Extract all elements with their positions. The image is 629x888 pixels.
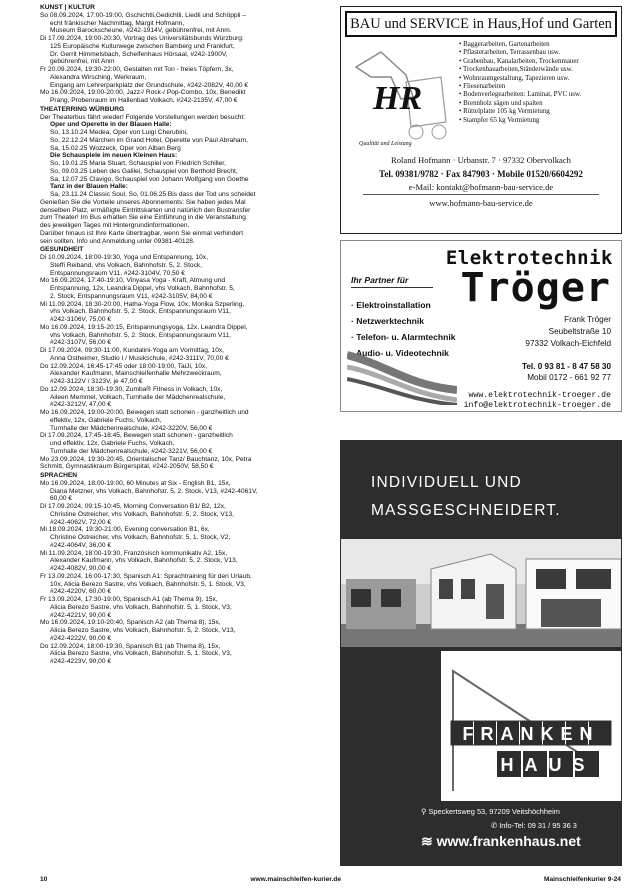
list-item: Christine Östreicher, vhs Volkach, Bahnhofstr. 5, 2. Stock, V13, xyxy=(50,510,234,518)
hofmann-logo-letters: HR xyxy=(373,80,423,117)
paragraph-line: zum Theater! Im Bus erhalten Sie eine Einführung in die Veranstaltung xyxy=(40,214,246,222)
list-item: Alicia Berezo Sastre, vhs Volkach, Bahnhofstr. 5, 2. Stock, V13, xyxy=(50,627,236,634)
frankenhaus-logo-top: FRANKEN xyxy=(462,724,600,744)
section-title-gesundheit: GESUNDHEIT xyxy=(40,246,84,254)
list-item: Entspannung, 12x, Leandra Dippel, vhs Volkach, Bahnhofstr. 5, xyxy=(50,285,235,292)
list-item: Mo 16.09.2024, 17:40-19:10, Vinyasa Yoga - Kraft, Atmung und xyxy=(40,277,226,285)
list-item: Christine Östreicher, vhs Volkach, Bahnhofstr. 5, 1. Stock, V2, xyxy=(50,534,231,541)
section-title-kunst: KUNST | KULTUR xyxy=(40,4,95,11)
troeger-brand-top: Elektrotechnik xyxy=(445,247,613,269)
list-item: Alicia Berezo Sastre, vhs Volkach, Bahnhofstr. 5, 1. Stock, V3, xyxy=(50,650,232,658)
frankenhaus-logo xyxy=(441,651,622,801)
excavator-icon xyxy=(351,47,451,151)
divider xyxy=(351,287,433,288)
frankenhaus-tel: Info-Tel: 09 31 / 95 36 3 xyxy=(499,821,577,830)
list-item: • Fliesenarbeiten xyxy=(459,83,619,91)
list-item: Mi 11.09.2024, 18:30-20:00, Hatha-Yoga Flow, 10x, Monika Szperling, xyxy=(40,300,245,308)
footer-issue: Mainschleifenkurier 9-24 xyxy=(544,876,621,883)
list-item: #242-4223V, 90,00 € xyxy=(50,658,111,665)
list-item: 125 Europäische Kulturwege zwischen Bamberg und Frankfurt, xyxy=(50,42,235,50)
list-item: #242-4221V, 90,00 € xyxy=(50,611,111,619)
hofmann-services xyxy=(459,41,619,125)
list-item: Di 17.09.2024, 19:00-20:30, Vortrag des Universitätsbunds Würzburg: xyxy=(40,35,244,42)
list-item: Mi 18.09.2024, 19:30-21:00, Evening conversation B1, 6x, xyxy=(40,526,210,534)
list-item: · Audio- u. Videotechnik xyxy=(351,345,456,361)
section-title-sprachen: SPRACHEN xyxy=(40,472,78,479)
frankenhaus-logo-bottom: HAUS xyxy=(500,755,596,775)
list-item: #242-3106V, 75,00 € xyxy=(50,316,111,323)
list-item: echt fränkischer Nachmittag, Margit Hofmann, xyxy=(50,19,185,27)
frankenhaus-tel-row xyxy=(421,819,577,833)
list-item: Mo 23.09.2024, 19:30-20:45, Orientalischer Tanz/ Bauchtanz, 10x, Petra xyxy=(40,455,252,463)
list-subheading: Oper und Operette in der Blauen Halle: xyxy=(50,121,172,129)
paragraph-line: des jeweiligen Tages mit Hintergrundinformationen. xyxy=(40,222,190,229)
list-item: Do 12.09.2024, 18:30-19:30, Zumba® Fitness in Volkach, 10x, xyxy=(40,385,223,393)
list-item: So, 09.03.25 Leben des Galilei, Schauspiel von Berthold Brecht, xyxy=(50,167,238,175)
list-item: Der Theaterbus fährt wieder! Folgende Vorstellungen werden besucht: xyxy=(40,113,246,121)
list-item: #242-3212V, 47,00 € xyxy=(50,401,111,409)
list-item: Fr 20.09.2024, 19:30-22:00, Gestalten mit Ton - freies Töpfern, 3x, xyxy=(40,66,234,73)
list-item: #242-4082V, 90,00 € xyxy=(50,565,111,572)
frankenhaus-web[interactable]: www.frankenhaus.net xyxy=(436,833,581,849)
list-item: 10x, Alicia Berezo Sastre, vhs Volkach, Bahnhofstr. 5, 1. Stock, V3, xyxy=(50,580,246,588)
cable-icon xyxy=(347,345,457,405)
hofmann-slogan: Qualität und Leistung xyxy=(359,141,412,147)
list-item: vhs Volkach, Bahnhofstr. 5, 2. Stock, Entspannungsraum V11, xyxy=(50,331,231,339)
list-item: #242-4064V, 36,00 € xyxy=(50,541,111,549)
list-item: #242-4220V, 60,00 € xyxy=(50,588,111,596)
list-item: Di 10.09.2024, 18:00-19:30, Yoga und Entspannung, 10x, xyxy=(40,254,208,261)
list-item: #242-3107V, 56,00 € xyxy=(50,339,111,347)
list-item: Steffi Reiband, vhs Volkach, Bahnhofstr. 5, 2. Stock, xyxy=(50,261,202,269)
gesundheit-list xyxy=(40,254,330,471)
hofmann-phones: Tel. 09381/9782 · Fax 847903 · Mobile 01520/6604292 xyxy=(379,169,583,179)
hofmann-contact xyxy=(341,155,621,208)
sprachen-list xyxy=(40,480,330,666)
list-item: und effektiv, 12x, Gabriele Fuchs, Volkach, xyxy=(50,440,175,447)
list-item: Alicia Berezo Sastre, vhs Volkach, Bahnhofstr. 5, 1. Stock, V3, xyxy=(50,603,232,611)
paragraph-line: sein sollten. Info und Anmeldung unter 09381-40128. xyxy=(40,237,195,245)
list-item: effektiv, 12x, Gabriele Fuchs, Volkach, xyxy=(50,416,162,424)
frankenhaus-ad xyxy=(340,440,622,866)
list-item: Dr. Gerrit Himmelsbach, Schelfenhaus Hörsaal, #242-1900V, xyxy=(50,50,228,58)
troeger-web-contact xyxy=(464,391,611,411)
list-item: Aileen Memmel, Volkach, Turnhalle der Mädchenrealschule, xyxy=(50,393,226,401)
list-item: 60,00 € xyxy=(50,495,72,503)
troeger-web[interactable]: www.elektrotechnik-troeger.de xyxy=(468,391,611,400)
hofmann-ad xyxy=(340,6,622,234)
headline-line: INDIVIDUELL UND xyxy=(371,474,522,491)
paragraph-line: Darüber hinaus ist Ihre Karte übertragbar, wenn Sie einmal verhindert xyxy=(40,229,244,237)
list-item: Mo 16.09.2024, 19:15-20:15, Entspannungsyoga, 12x, Leandra Dippel, xyxy=(40,323,248,331)
list-item: Mo 16.09.2024, 19:10-20:40, Spanisch A2 (ab Thema 8), 15x, xyxy=(40,619,221,627)
list-item: Alexandra Wirsching, Werkraum, xyxy=(50,73,147,81)
theater-list xyxy=(40,114,330,246)
list-item: Do 12.09.2024, 18:00-19:30, Spanisch B1 (ab Thema 8), 15x, xyxy=(40,642,221,650)
paragraph-line: denselben Platz, ermäßigte Eintrittskarten und natürlich den Bustransfer xyxy=(40,206,251,214)
list-item: Sa, 23.11.24 Classic Soul, So, 01.06.25 Bis dass der Tod uns scheidet xyxy=(50,191,256,198)
troeger-ad xyxy=(340,240,622,412)
hofmann-web[interactable]: www.hofmann-bau-service.de xyxy=(429,198,533,208)
list-item: Alexander Kaufmann, vhs Volkach, Bahnhofstr. 5, 2. Stock, V13, xyxy=(50,557,238,565)
hofmann-ad-title: BAU und SERVICE in Haus,Hof und Garten xyxy=(345,11,617,37)
list-item: Anna Ostheimer, Studio I / Musikschule, #242-3111V, 70,00 € xyxy=(50,354,229,362)
list-item: Di 17.09.2024, 09:15-10:45, Morning Conversation B1/ B2, 12x, xyxy=(40,503,226,510)
list-item: • Grabenbau, Kanalarbeiten, Trockenmauer xyxy=(459,58,619,66)
footer-site[interactable]: www.mainschleifen-kurier.de xyxy=(250,876,341,883)
list-item: gebührenfrei, mit Anm xyxy=(50,58,115,66)
list-item: Prang, Probenraum im Hallenbad Volkach, #242-2135V, 47,00 € xyxy=(50,97,238,104)
section-title-theater: THEATERRING WÜRBURG xyxy=(40,105,125,113)
list-item: Diana Metzner, vhs Volkach, Bahnhofstr. 5, 2. Stock, V13, #242-4061V, xyxy=(50,487,258,495)
list-item: Sa, 15.02.25 Wozzeck, Oper von Alban Berg xyxy=(50,144,181,152)
list-item: Do 12.09.2024, 16:45-17:45 oder 18:00-19:00, TaiJi, 10x, xyxy=(40,362,208,370)
list-item: · Elektroinstallation xyxy=(351,297,456,313)
location-pin-icon: ⚲ xyxy=(421,807,429,816)
list-item: Fr 13.09.2024, 17:30-19:00, Spanisch A1 (ab Thema 9), 15x, xyxy=(40,596,218,603)
wifi-icon: ≋ xyxy=(421,833,437,849)
hofmann-email[interactable]: e-Mail: kontakt@hofmann-bau-service.de xyxy=(408,182,554,192)
list-item: Alexander Kaufmann, Mainschleifenhalle Mehrzweckraum, xyxy=(50,370,222,378)
phone-icon: ✆ xyxy=(491,821,500,830)
divider xyxy=(363,194,599,195)
page-number: 10 xyxy=(40,876,48,883)
list-subheading: Tanz in der Blauen Halle: xyxy=(50,183,128,191)
list-item: • Rüttelplatte 105 kg Vermietung xyxy=(459,108,619,116)
list-item: Di 17.09.2024, 09:30-11:00, Kundalini-Yoga am Vormittag, 10x, xyxy=(40,347,225,354)
list-item: • Baggerarbeiten, Gartenarbeiten xyxy=(459,41,619,49)
frankenhaus-address-row xyxy=(421,805,577,819)
list-item: • Stampfer 65 kg Vermietung xyxy=(459,117,619,125)
list-item: vhs Volkach, Bahnhofstr. 5, 2. Stock, Entspannungsraum V11, xyxy=(50,308,231,316)
list-item: Turnhalle der Mädchenrealschule, #242-3221V, 56,00 € xyxy=(50,447,213,455)
list-item: · Netzwerktechnik xyxy=(351,313,456,329)
houses-photo xyxy=(341,539,622,647)
list-item: 2. Stock, Entspannungsraum V11, #242-3105V, 84,00 € xyxy=(50,292,213,300)
list-item: Entspannungsraum V11, #242-3104V, 70,50 € xyxy=(50,269,185,277)
frankenhaus-address: Speckertsweg 53, 97209 Veitshöchheim xyxy=(428,807,560,816)
list-item: Mi 11.09.2024, 18:00-19:30, Französisch kommunikativ A2, 15x, xyxy=(40,549,228,557)
troeger-mobil: Mobil 0172 - 661 92 77 xyxy=(527,373,611,382)
troeger-street: Seubeltstraße 10 xyxy=(548,327,611,336)
list-item: • Brennholz sägen und spalten xyxy=(459,100,619,108)
list-item: Museum Barockscheune, #242-1914V, gebührenfrei, mit Anm. xyxy=(50,27,232,35)
list-item: Mo 16.09.2024, 19:00-20:00, Jazz-/ Rock-/ Pop-Combo, 10x, Benedikt xyxy=(40,89,246,97)
paragraph-line: Genießen Sie die Vorteile unseres Abonnements: Sie haben jedes Mal xyxy=(40,198,246,206)
page-footer xyxy=(40,876,621,883)
list-item: Di 17.09.2024, 17:45-18:45, Bewegen statt schonen - ganzheitlich xyxy=(40,432,233,440)
list-item: Mo 16.09.2024, 18:00-19:00, 60 Minutes at Six - English B1, 15x, xyxy=(40,479,231,487)
list-item: #242-3122V / 3123V, je 47,00 € xyxy=(50,378,143,385)
list-item: So, 19.01.25 Maria Stuart, Schauspiel von Friedrich Schiller, xyxy=(50,160,226,167)
frankenhaus-web-row xyxy=(421,833,581,850)
list-item: #242-4222V, 90,00 € xyxy=(50,634,111,642)
troeger-email[interactable]: info@elektrotechnik-troeger.de xyxy=(463,401,611,410)
list-item: • Pflasterarbeiten, Terrassenbau usw. xyxy=(459,49,619,57)
list-item: Mo 16.09.2024, 19:00-20:00, Bewegen statt schonen - ganzheitlich und xyxy=(40,409,249,416)
hofmann-logo xyxy=(351,47,441,147)
headline-line: MASSGESCHNEIDERT. xyxy=(371,502,561,519)
kunst-list xyxy=(40,12,330,105)
hofmann-address: Roland Hofmann · Urbanstr. 7 · 97332 Obervolkach xyxy=(391,155,571,165)
troeger-phones xyxy=(522,361,611,383)
list-item: Fr 13.09.2024, 16:00-17:30, Spanisch A1: Sprachtraining für den Urlaub, xyxy=(40,572,252,580)
list-item: Turnhalle der Mädchenrealschule, #242-3220V, 56,00 € xyxy=(50,424,213,432)
troeger-partner-label: Ihr Partner für xyxy=(351,275,409,285)
list-item: Sa, 12.07.25 Clavigo, Schauspiel von Johann Wolfgang von Goethe xyxy=(50,175,249,183)
list-item: So, 13.10.24 Medea, Oper von Luigi Cherubini, xyxy=(50,129,188,136)
list-item: #242-4062V, 72,00 € xyxy=(50,518,111,526)
event-listings xyxy=(40,3,330,666)
frankenhaus-headline xyxy=(371,469,561,525)
list-item: • Trockenbauarbeiten,Ständerwände usw. xyxy=(459,66,619,74)
frankenhaus-contact xyxy=(421,805,577,833)
list-item: · Telefon- u. Alarmtechnik xyxy=(351,329,456,345)
list-item: Schmitt, Gymnastikraum Bürgerspital, #242-2050V, 58,50 € xyxy=(40,463,214,471)
troeger-city: 97332 Volkach-Eichfeld xyxy=(525,339,611,348)
list-item: • Wohnraumgestaltung, Tapezieren usw. xyxy=(459,75,619,83)
list-item: • Bodenverlegearbeiten: Laminat, PVC usw. xyxy=(459,91,619,99)
list-subheading: Die Schauspiele im neuen Kleinen Haus: xyxy=(50,152,178,160)
troeger-address xyxy=(525,314,611,350)
troeger-tel: Tel. 0 93 81 - 8 47 58 30 xyxy=(521,362,611,371)
troeger-owner: Frank Tröger xyxy=(564,315,611,324)
troeger-brand-main: Tröger xyxy=(460,265,611,311)
list-item: Eingang am Lehrerparkplatz der Grundschule, #242-2082V, 40,00 € xyxy=(50,81,249,89)
list-item: So 08.09.2024, 17:00-19:00, Gschichtli,Gedichtli, Liedli und Schöppli – xyxy=(40,11,247,19)
list-item: So, 22.12.24 Märchen im Grand Hotel, Operette von Paul Abraham, xyxy=(50,136,248,144)
